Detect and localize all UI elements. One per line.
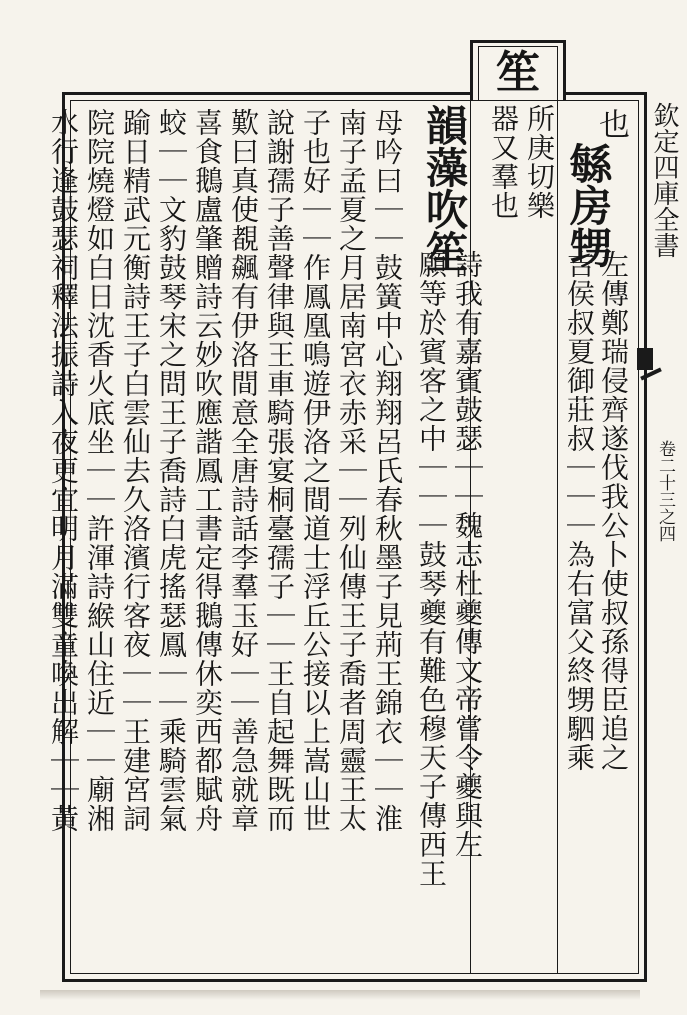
text-column: 歎曰真使覩飆有伊洛間意全唐詩話李羣玉好｜｜善急就章	[227, 108, 260, 833]
text-column: 喜食鵝盧肇贈詩云妙吹應諧鳳工書定得鵝傳休奕西都賦舟	[191, 108, 224, 833]
section-heading: 韻藻吹笙	[420, 104, 469, 272]
text-column: 母吟曰｜｜鼓簧中心翔翔呂氏春秋墨子見荊王錦衣｜｜淮	[371, 108, 404, 833]
annotation-column: 所庚切樂	[523, 104, 556, 220]
page-edge-shadow	[40, 990, 640, 1000]
annotation-column: 左傳鄭瑞侵齊遂伐我公卜使叔孫得臣追之	[597, 250, 630, 772]
text-column: 水行逢鼓瑟祠釋法振詩入夜更宜明月滿雙童喚出解｜｜黃	[47, 108, 80, 833]
text-column: 院院燒燈如白日沈香火底坐｜｜許渾詩緱山住近｜｜廟湘	[83, 108, 116, 833]
text-column: 說謝孺子善聲律與王車騎張宴桐臺孺子｜｜王自起舞既而	[263, 108, 296, 833]
text-column: 也	[593, 108, 629, 139]
text-column: 蛟｜｜文豹鼓琴宋之問王子喬詩白虎搖瑟鳳｜｜乘騎雲氣	[155, 108, 188, 833]
volume-label: 卷二十三之四	[655, 440, 675, 542]
fishtail-mark	[637, 348, 653, 370]
text-column: 願等於賓客之中｜｜｜鼓琴夔有難色穆天子傳西王	[415, 250, 448, 888]
text-column: 踰日精武元衡詩王子白雲仙去久洛濱行客夜｜｜王建宮詞	[119, 108, 152, 833]
text-column: 南子孟夏之月居南宮衣赤采｜｜列仙傳王子喬者周靈王太	[335, 108, 368, 833]
text-column: 詩我有嘉賓鼓瑟｜｜魏志杜夔傳文帝嘗令夔與左	[451, 250, 484, 859]
column-divider	[557, 100, 558, 974]
headword-column: 緐房甥	[564, 142, 613, 268]
margin-strip	[645, 92, 687, 982]
annotation-column: 吉侯叔夏御莊叔｜｜｜為右富父終甥駟乘	[563, 250, 596, 772]
entry-tab-character: 笙	[496, 47, 540, 98]
text-column: 子也好｜｜作鳳凰鳴遊伊洛之間道士浮丘公接以上嵩山世	[299, 108, 332, 833]
margin-title: 欽定四庫全書	[649, 102, 679, 258]
annotation-column: 器又羣也	[487, 104, 520, 220]
